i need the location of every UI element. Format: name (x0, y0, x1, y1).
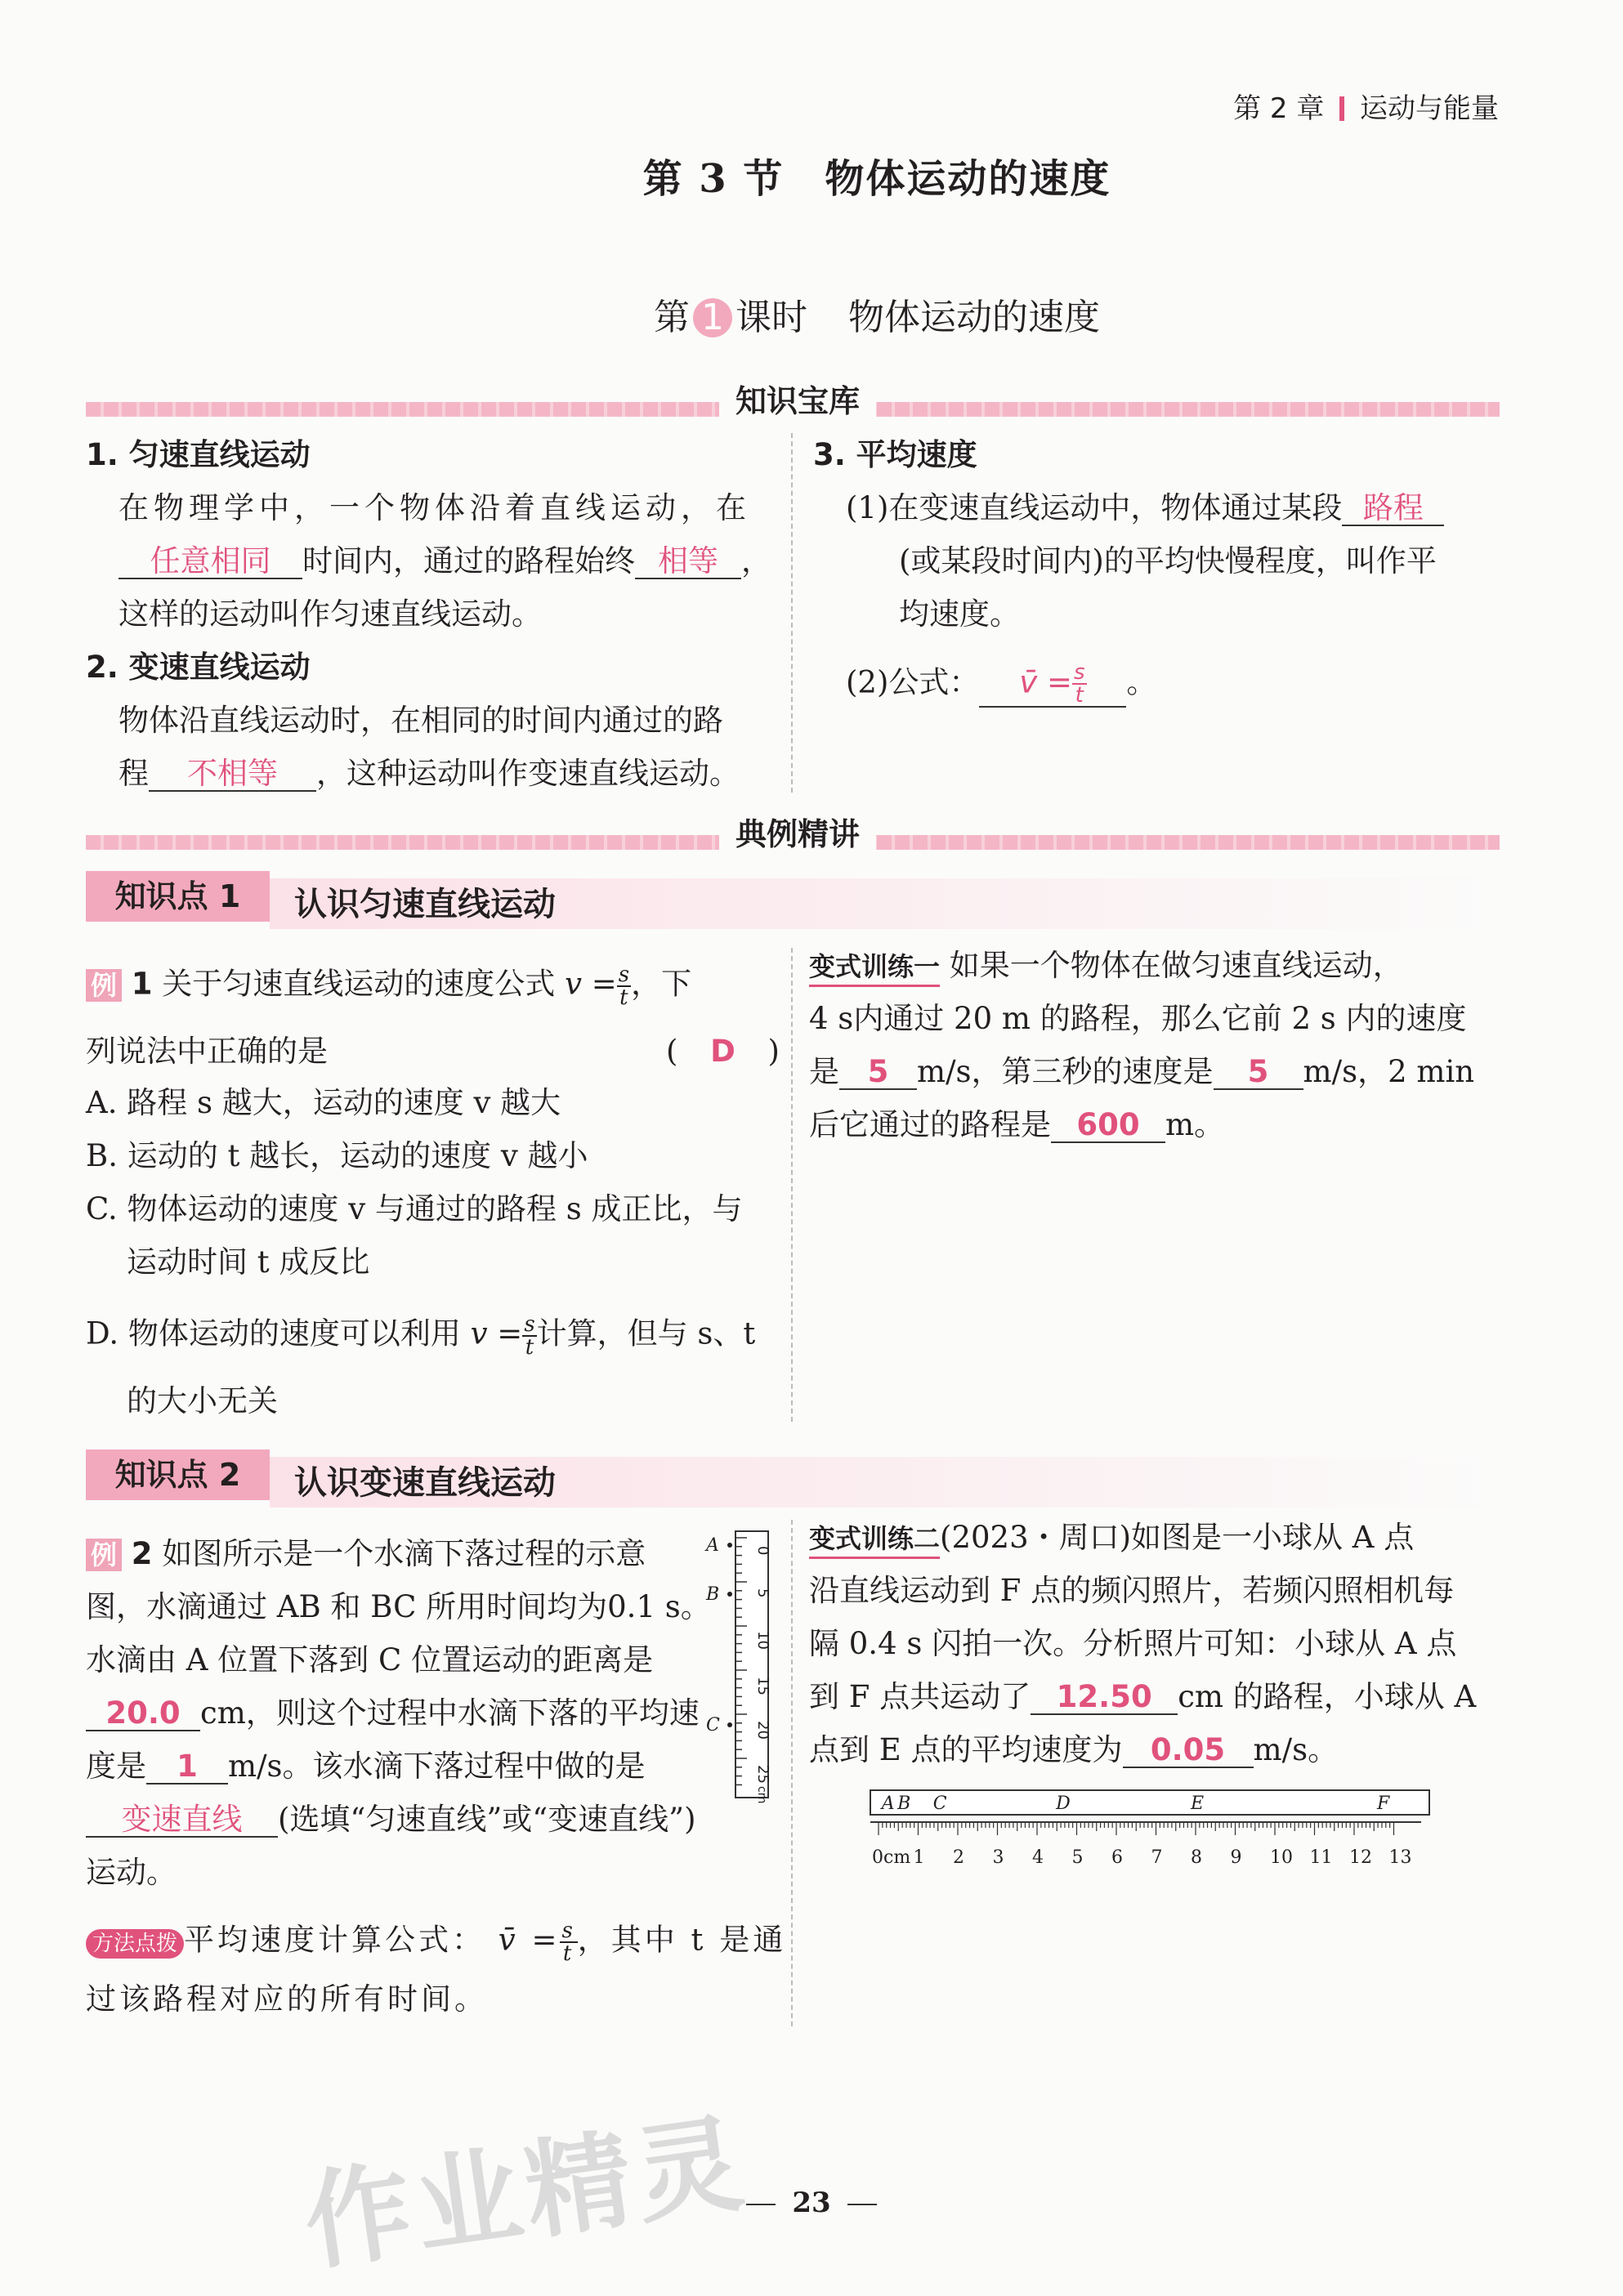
var2-l5b: m/s。 (1253, 1732, 1339, 1767)
ex1-l1a: 关于匀速直线运动的速度公式 (162, 966, 556, 1002)
ex1-option-a: A. 路程 s 越大，运动的速度 v 越大 (86, 1085, 561, 1120)
var2-line4 (809, 1679, 1476, 1715)
var1-p4b: m。 (1165, 1107, 1225, 1142)
k2-line1: 物体沿直线运动时，在相同的时间内通过的路 (118, 703, 723, 738)
ruler-number: 6 (1111, 1847, 1123, 1868)
k3-line4 (846, 662, 1156, 708)
ex2-divider (791, 1520, 793, 2026)
k1-line1: 在物理学中，一个物体沿着直线运动，在 (118, 490, 751, 525)
ex1-d-formula-num: s (524, 1312, 535, 1337)
ex1-formula-num: s (618, 963, 630, 987)
var2-answer-2: 0.05 (1123, 1734, 1254, 1768)
ruler-number: 9 (1230, 1847, 1242, 1868)
page-number: 23 (792, 2187, 831, 2219)
ex2-l6b: (选填“匀速直线”或“变速直线”) (278, 1802, 696, 1837)
var2-line2: 沿直线运动到 F 点的频闪照片，若频闪照相机每 (809, 1573, 1455, 1608)
photo-point-label: C (932, 1793, 947, 1814)
var2-l5a: 点到 E 点的平均速度为 (809, 1732, 1123, 1767)
ruler-label-a: A (706, 1535, 719, 1556)
k1-end: ， (741, 543, 771, 578)
ruler-number: 13 (1388, 1847, 1412, 1868)
photo-point-label: D (1056, 1793, 1071, 1814)
ruler-number: 10 (1270, 1847, 1293, 1868)
ruler-number: 4 (1032, 1847, 1044, 1868)
method-l1b: ，其中 t 是通 (577, 1922, 787, 1958)
var2-l1: (2023・周口)如图是一小球从 A 点 (940, 1520, 1415, 1555)
method-formula-frac (560, 1920, 577, 1964)
var1-line4 (809, 1107, 1224, 1143)
ex1-l1b: ，下 (631, 966, 692, 1002)
var1-p3b: m/s，第三秒的速度是 (917, 1054, 1214, 1089)
vertical-ruler-figure (701, 1526, 775, 1804)
ex2-line5 (86, 1749, 646, 1785)
ruler-tick-unit: cm (755, 1786, 768, 1804)
k2-end: ，这种运动叫作变速直线运动。 (316, 756, 740, 791)
lesson-suffix: 课时 (735, 297, 807, 338)
drop-a (727, 1543, 732, 1548)
k2-answer: 不相等 (149, 757, 316, 792)
horizontal-ruler-figure (862, 1788, 1434, 1869)
ex2-line2: 图，水滴通过 AB 和 BC 所用时间均为0.1 s。 (86, 1589, 711, 1624)
var1-tag: 变式训练一 (809, 949, 940, 987)
k3-line3: 均速度。 (899, 596, 1020, 632)
k1-line3: 这样的运动叫作匀速直线运动。 (118, 596, 542, 632)
ruler-number: 3 (992, 1847, 1004, 1868)
ex1-d1a: D. 物体运动的速度可以利用 (86, 1316, 461, 1351)
var1-line3 (809, 1054, 1474, 1090)
chapter-title: 运动与能量 (1360, 92, 1499, 125)
ex1-d1b: 计算，但与 s、t (536, 1316, 756, 1351)
ex1-bracket-right: ) (767, 1034, 780, 1069)
var2-line1 (809, 1520, 1414, 1559)
k3-formula-blank (979, 662, 1126, 708)
ex2-line4 (86, 1695, 700, 1731)
ruler-ticks (879, 1822, 1394, 1835)
ex1-answer-bracket (666, 1034, 780, 1070)
method-line1 (86, 1920, 786, 1964)
ruler-number: 7 (1151, 1847, 1163, 1868)
ex2-l5b: m/s。该水滴下落过程中做的是 (228, 1749, 646, 1784)
ex1-formula-den: t (619, 985, 628, 1010)
var2-tag: 变式训练二 (809, 1521, 940, 1559)
lesson-name: 物体运动的速度 (848, 297, 1100, 338)
ex2-line3: 水滴由 A 位置下落到 C 位置运动的距离是 (86, 1642, 654, 1677)
ex1-tag: 例 (86, 969, 122, 1002)
ruler-tick-15: 15 (754, 1677, 771, 1695)
ex1-bracket-left: ( (666, 1034, 678, 1069)
ruler-number: 11 (1309, 1847, 1333, 1868)
ruler-label-c: C (706, 1715, 720, 1735)
k1-answer-2: 相等 (635, 545, 741, 579)
ruler-number: 12 (1349, 1847, 1372, 1868)
ex1-option-d1 (86, 1314, 755, 1358)
k1-mid: 时间内，通过的路程始终 (302, 543, 635, 578)
k2-prefix: 程 (118, 756, 149, 791)
var1-p3a: 是 (809, 1054, 839, 1089)
section-title: 第 3 节 物体运动的速度 (642, 156, 1111, 202)
chapter-header (1233, 86, 1499, 126)
var1-answer-1: 5 (839, 1056, 917, 1090)
ex1-d-formula-frac (522, 1314, 536, 1358)
k3-l1-text: (1)在变速直线运动中，物体通过某段 (846, 490, 1343, 525)
var2-answer-1: 12.50 (1031, 1681, 1178, 1715)
ruler-number: 8 (1191, 1847, 1202, 1868)
photo-point-label: A (881, 1793, 895, 1814)
k1-answer-1: 任意相同 (118, 545, 302, 579)
knowledge-divider (791, 433, 793, 793)
ex2-answer-1: 20.0 (86, 1697, 200, 1731)
ruler-tick-0: 0 (754, 1546, 771, 1556)
k3-formula-den: t (1075, 683, 1084, 708)
kp1-tag: 知识点 1 (86, 871, 270, 922)
photo-point-label: E (1191, 1793, 1205, 1814)
ex2-line6 (86, 1802, 696, 1838)
banner-knowledge-title: 知识宝库 (719, 376, 876, 421)
ex2-line7: 运动。 (86, 1855, 177, 1890)
ruler-label-b: B (706, 1584, 720, 1605)
page-dash-right (847, 2204, 877, 2205)
var1-answer-2: 5 (1214, 1056, 1303, 1090)
ex1-number: 1 (131, 966, 153, 1002)
photo-point-label: F (1376, 1793, 1390, 1814)
ex2-number: 2 (131, 1536, 153, 1571)
ex1-formula-frac (617, 964, 631, 1008)
ruler-number: 0cm (872, 1847, 911, 1868)
var1-line2: 4 s内通过 20 m 的路程，那么它前 2 s 内的速度 (809, 1001, 1467, 1036)
var2-line3: 隔 0.4 s 闪拍一次。分析照片可知：小球从 A 点 (809, 1626, 1457, 1661)
banner-examples-title: 典例精讲 (719, 809, 876, 854)
method-formula-den: t (562, 1941, 575, 1966)
ex1-answer: D (710, 1034, 735, 1069)
k2-title: 2. 变速直线运动 (86, 650, 311, 685)
kp2-tag: 知识点 2 (86, 1450, 270, 1500)
k3-line2: (或某段时间内)的平均快慢程度，叫作平 (899, 543, 1437, 578)
ex1-line2: 列说法中正确的是 (86, 1034, 328, 1069)
var1-answer-3: 600 (1051, 1109, 1165, 1143)
ex1-option-c2: 运动时间 t 成反比 (127, 1244, 370, 1280)
ex1-formula-v: v = (565, 966, 617, 1002)
ex2-line1 (86, 1536, 646, 1572)
page-number-row (0, 2187, 1623, 2219)
k3-l4-text: (2)公式： (846, 664, 980, 700)
ruler-number: 5 (1071, 1847, 1084, 1868)
var1-p4a: 后它通过的路程是 (809, 1107, 1051, 1142)
var2-l4a: 到 F 点共运动了 (809, 1679, 1031, 1714)
chapter-divider (1339, 96, 1344, 121)
ex2-answer-3: 变速直线 (86, 1803, 278, 1838)
ex1-option-c1: C. 物体运动的速度 v 与通过的路程 s 成正比，与 (86, 1191, 743, 1226)
ruler-body (735, 1531, 768, 1798)
k3-title: 3. 平均速度 (813, 437, 977, 472)
k3-formula-v: v̄ = (1019, 664, 1072, 700)
method-line2: 过该路程对应的所有时间。 (86, 1981, 488, 2017)
k3-formula-end: 。 (1126, 664, 1157, 700)
ruler-number: 2 (953, 1847, 964, 1868)
kp1-title: 认识匀速直线运动 (294, 886, 556, 923)
drop-c (727, 1722, 732, 1727)
method-formula-num: s (561, 1919, 576, 1943)
kp2-title: 认识变速直线运动 (294, 1464, 556, 1502)
ex1-option-d2: 的大小无关 (127, 1383, 278, 1418)
var1-p3c: m/s，2 min (1303, 1054, 1475, 1089)
photo-point-label: B (897, 1793, 911, 1814)
k2-line2 (118, 756, 740, 792)
lesson-title (0, 288, 1623, 340)
k3-answer: 路程 (1342, 492, 1444, 526)
k3-formula-num: s (1073, 660, 1085, 685)
k1-line2 (118, 543, 771, 579)
ex2-l4b: cm，则这个过程中水滴下落的平均速 (200, 1695, 700, 1731)
k3-line1 (846, 490, 1444, 526)
var1-l1: 如果一个物体在做匀速直线运动， (949, 948, 1403, 983)
chapter-number: 第 2 章 (1233, 92, 1325, 125)
ruler-number: 1 (913, 1847, 925, 1868)
ex1-option-b: B. 运动的 t 越长，运动的速度 v 越小 (86, 1138, 588, 1173)
lesson-prefix: 第 (654, 297, 690, 338)
ruler-tick-25: 25 (754, 1765, 771, 1784)
method-tag: 方法点拨 (86, 1929, 184, 1959)
ex2-answer-2: 1 (146, 1750, 228, 1785)
method-l1a: 平均速度计算公式： (184, 1922, 486, 1958)
k3-formula-frac (1072, 662, 1087, 706)
method-formula-v: v̄ = (498, 1922, 561, 1958)
ruler-tick-20: 20 (754, 1721, 771, 1740)
ruler-tick-10: 10 (754, 1631, 771, 1650)
ex1-divider (791, 948, 793, 1422)
lesson-number-badge: 1 (693, 298, 732, 337)
photo-strip (870, 1790, 1429, 1815)
ruler-tick-5: 5 (754, 1588, 771, 1598)
ex1-d-formula-den: t (525, 1335, 534, 1360)
watermark: 作业精灵 (297, 2100, 755, 2286)
ex2-l5a: 度是 (86, 1749, 146, 1784)
var2-l4b: cm 的路程，小球从 A (1178, 1679, 1477, 1714)
drop-b (727, 1592, 732, 1597)
k1-title: 1. 匀速直线运动 (86, 437, 311, 472)
ex1-line1 (86, 964, 691, 1008)
var1-line1 (809, 948, 1403, 987)
var2-line5 (809, 1732, 1338, 1768)
ex1-d-formula-v: v = (470, 1316, 523, 1351)
ex2-l1: 如图所示是一个水滴下落过程的示意 (162, 1536, 646, 1571)
ex2-tag: 例 (86, 1539, 122, 1571)
